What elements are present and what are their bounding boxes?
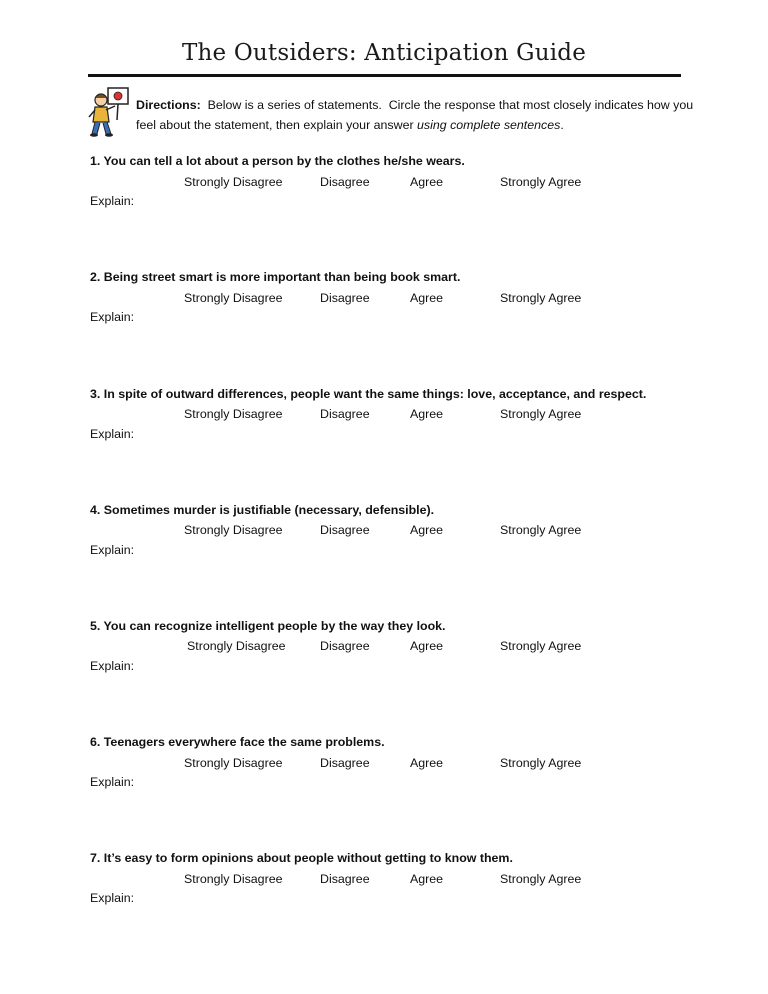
q2-option-strongly-disagree[interactable]: Strongly Disagree [184,291,283,305]
title-divider [88,74,681,77]
q4-option-agree[interactable]: Agree [410,523,444,537]
q2-option-strongly-agree[interactable]: Strongly Agree [500,291,582,305]
directions-emphasis: using complete sentences [417,118,561,132]
directions-label: Directions: [136,98,201,112]
q6-option-strongly-agree[interactable]: Strongly Agree [500,756,582,770]
q3-option-strongly-agree[interactable]: Strongly Agree [500,407,582,421]
q2-explain-label: Explain: [90,310,135,324]
q5-option-strongly-agree[interactable]: Strongly Agree [500,639,582,653]
q1-option-agree[interactable]: Agree [410,175,444,189]
q2-option-disagree[interactable]: Disagree [320,291,370,305]
q6-explain-label: Explain: [90,775,135,789]
q1-option-strongly-agree[interactable]: Strongly Agree [500,175,582,189]
question-3: 3. In spite of outward differences, people want the same things: love, acceptance, and respect. [90,387,647,401]
question-4: 4. Sometimes murder is justifiable (necessary, defensible). [90,503,435,517]
directions-end: . [560,118,564,132]
question-7: 7. It’s easy to form opinions about people without getting to know them. [90,851,513,865]
q3-explain-label: Explain: [90,427,135,441]
q4-option-strongly-agree[interactable]: Strongly Agree [500,523,582,537]
q5-option-strongly-disagree[interactable]: Strongly Disagree [187,639,286,653]
q6-option-disagree[interactable]: Disagree [320,756,370,770]
q4-option-disagree[interactable]: Disagree [320,523,370,537]
q3-option-disagree[interactable]: Disagree [320,407,370,421]
q3-option-agree[interactable]: Agree [410,407,444,421]
q1-option-strongly-disagree[interactable]: Strongly Disagree [184,175,283,189]
q6-option-agree[interactable]: Agree [410,756,444,770]
q7-option-disagree[interactable]: Disagree [320,872,370,886]
page-title: The Outsiders: Anticipation Guide [181,40,587,66]
q6-option-strongly-disagree[interactable]: Strongly Disagree [184,756,283,770]
q5-option-agree[interactable]: Agree [410,639,444,653]
q4-explain-label: Explain: [90,543,135,557]
q4-option-strongly-disagree[interactable]: Strongly Disagree [184,523,283,537]
q1-option-disagree[interactable]: Disagree [320,175,370,189]
q7-option-strongly-disagree[interactable]: Strongly Disagree [184,872,283,886]
q5-option-disagree[interactable]: Disagree [320,639,370,653]
directions [136,95,696,135]
question-1: 1. You can tell a lot about a person by the clothes he/she wears. [90,154,465,168]
q7-option-strongly-agree[interactable]: Strongly Agree [500,872,582,886]
q7-explain-label: Explain: [90,891,135,905]
question-2: 2. Being street smart is more important than being book smart. [90,270,461,284]
q2-option-agree[interactable]: Agree [410,291,444,305]
directions-text: Below is a series of statements. Circle the response that most closely indicates how you feel about the statement, then explain your answer [136,98,697,132]
question-5: 5. You can recognize intelligent people by the way they look. [90,619,446,633]
q1-explain-label: Explain: [90,194,135,208]
q3-option-strongly-disagree[interactable]: Strongly Disagree [184,407,283,421]
q7-option-agree[interactable]: Agree [410,872,444,886]
q5-explain-label: Explain: [90,659,135,673]
question-6: 6. Teenagers everywhere face the same problems. [90,735,385,749]
person-holding-sign-icon [84,86,134,138]
